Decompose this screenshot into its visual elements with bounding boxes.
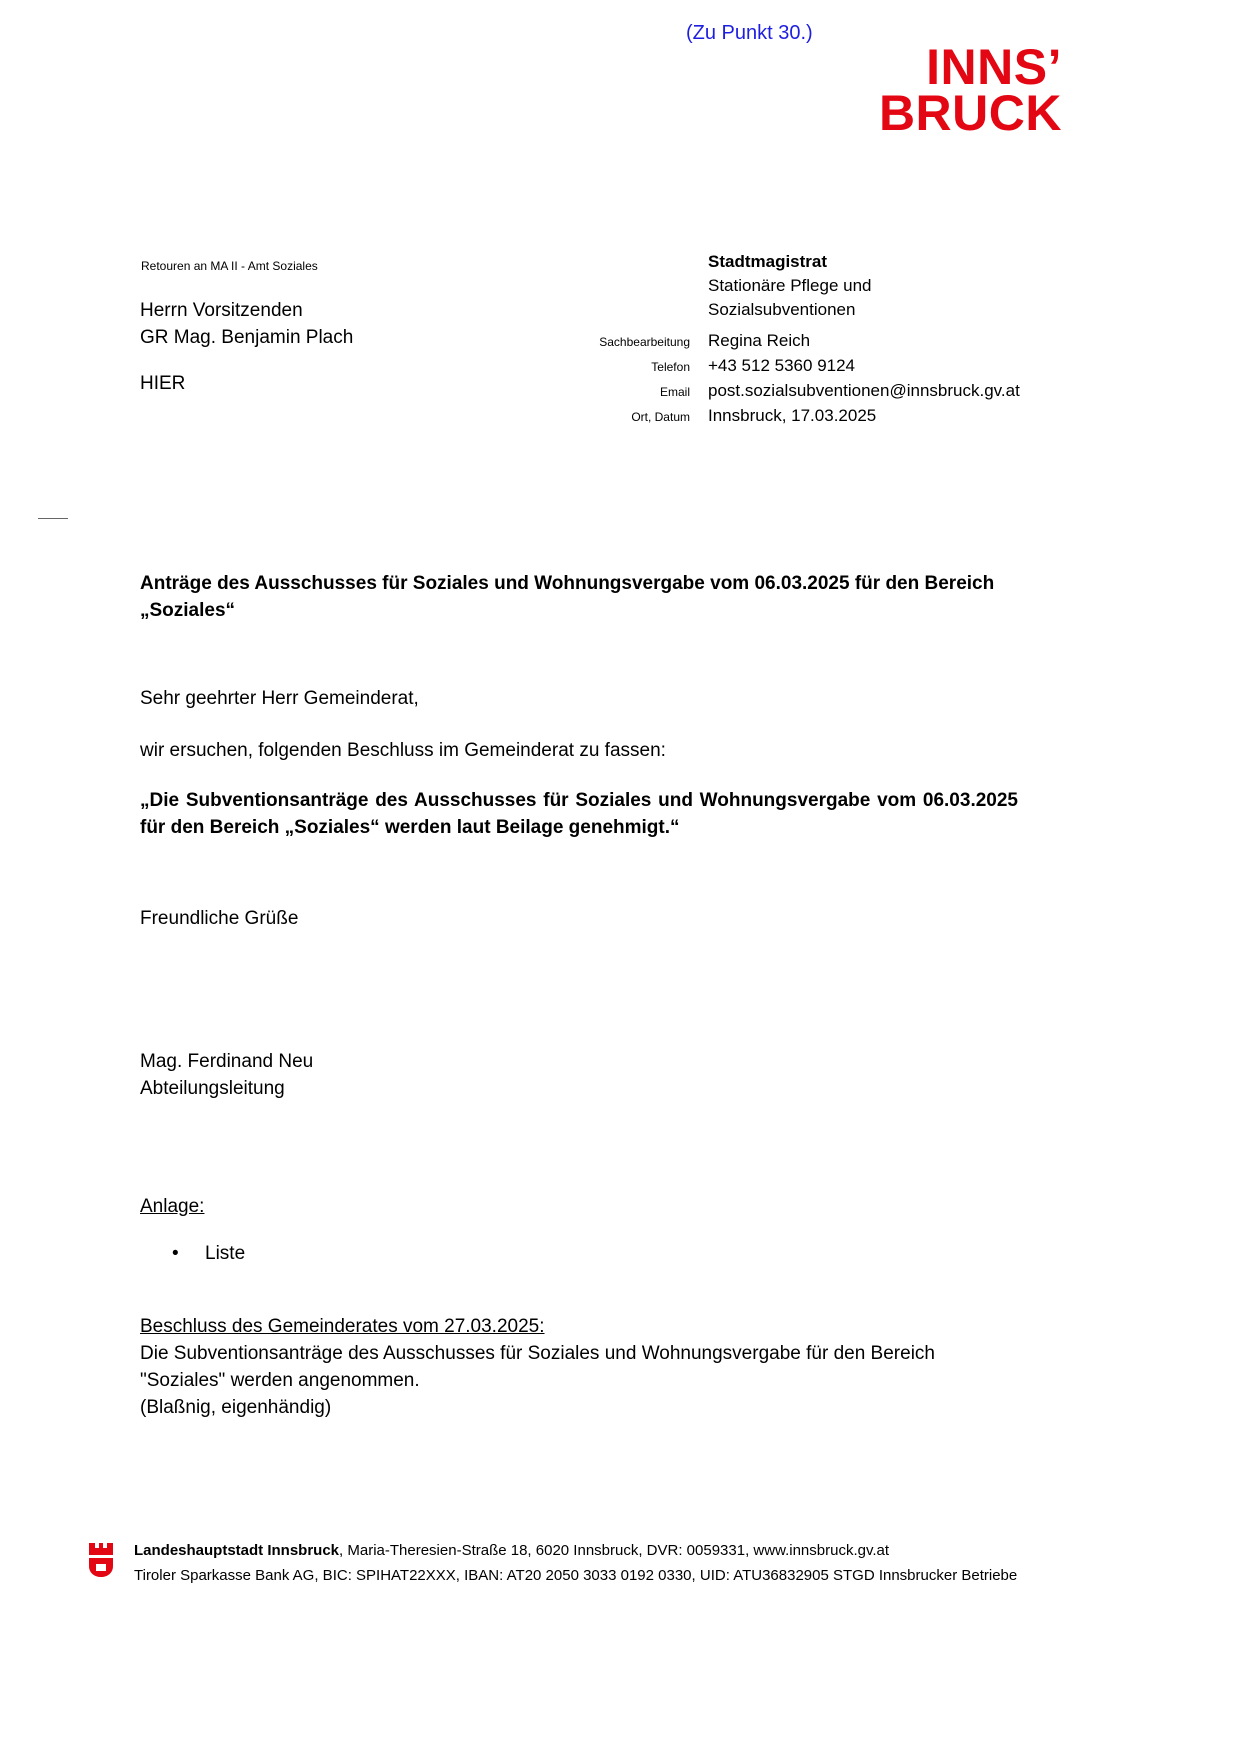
contact-value-ort-datum: Innsbruck, 17.03.2025 [708,406,877,425]
innsbruck-logo [878,39,1062,141]
agenda-point-reference: (Zu Punkt 30.) [686,22,813,44]
attachment-item-label: Liste [205,1243,246,1264]
recipient-city: HIER [140,373,186,394]
bullet-icon: • [172,1243,179,1264]
intro-paragraph: wir ersuchen, folgenden Beschluss im Gemeinderat zu fassen: [140,740,666,761]
footer-address: , Maria-Theresien-Straße 18, 6020 Innsbruck, DVR: 0059331, www.innsbruck.gv.at [339,1542,890,1559]
salutation: Sehr geehrter Herr Gemeinderat, [140,688,419,709]
office-department: Stationäre Pflege und Sozialsubventionen [708,276,872,319]
letter-body [140,570,1018,1421]
footer-line-2: Tiroler Sparkasse Bank AG, BIC: SPIHAT22XXX, IBAN: AT20 2050 3033 0192 0330, UID: ATU36832905 STGD Innsbrucker Betriebe [134,1567,1018,1584]
contact-label-email: Email [659,385,690,399]
footer-city-name: Landeshauptstadt Innsbruck [134,1542,340,1559]
contact-label-ort-datum: Ort, Datum [631,410,690,424]
logo-line-2: BRUCK [878,85,1062,141]
attachment-list-item [140,1240,1018,1267]
footer-line-1 [134,1538,1017,1563]
office-contact-grid [565,329,1023,429]
contact-label-telefon: Telefon [651,360,690,374]
recipient-line-1: Herrn Vorsitzenden [140,300,303,321]
attachment-heading: Anlage: [140,1196,205,1217]
contact-label-sachbearbeitung: Sachbearbeitung [599,335,690,349]
return-address-note: Retouren an MA II - Amt Soziales [141,259,318,273]
signature-block [140,1048,1018,1102]
subject-line: Anträge des Ausschusses für Soziales und Wohnungsvergabe vom 06.03.2025 für den Bereich „Soziales“ [140,573,995,621]
signer-role: Abteilungsleitung [140,1078,285,1099]
decision-text: Die Subventionsanträge des Ausschusses für Soziales und Wohnungsvergabe für den Bereich "Soziales" werden angenommen. [140,1343,935,1391]
contact-value-sachbearbeitung: Regina Reich [708,331,811,350]
recipient-line-2: GR Mag. Benjamin Plach [140,327,354,348]
resolution-paragraph: „Die Subventionsanträge des Ausschusses für Soziales und Wohnungsvergabe vom 06.03.2025 für den Bereich „Soziales“ werden laut Beilage genehmigt.“ [140,790,1018,838]
contact-value-email: post.sozialsubventionen@innsbruck.gv.at [708,381,1020,400]
office-title: Stadtmagistrat [708,252,828,271]
signer-name: Mag. Ferdinand Neu [140,1051,314,1072]
closing-greeting: Freundliche Grüße [140,908,299,929]
fold-mark [38,518,68,519]
footer [88,1538,1178,1588]
recipient-block [140,297,353,397]
logo-line-1: INNS’ [926,39,1062,95]
contact-value-telefon: +43 512 5360 9124 [708,356,856,375]
innsbruck-emblem-icon [88,1538,114,1578]
footer-text [134,1538,1017,1588]
decision-note: (Blaßnig, eigenhändig) [140,1397,332,1418]
sender-info-block [565,250,1023,429]
decision-heading: Beschluss des Gemeinderates vom 27.03.2025: [140,1316,545,1337]
